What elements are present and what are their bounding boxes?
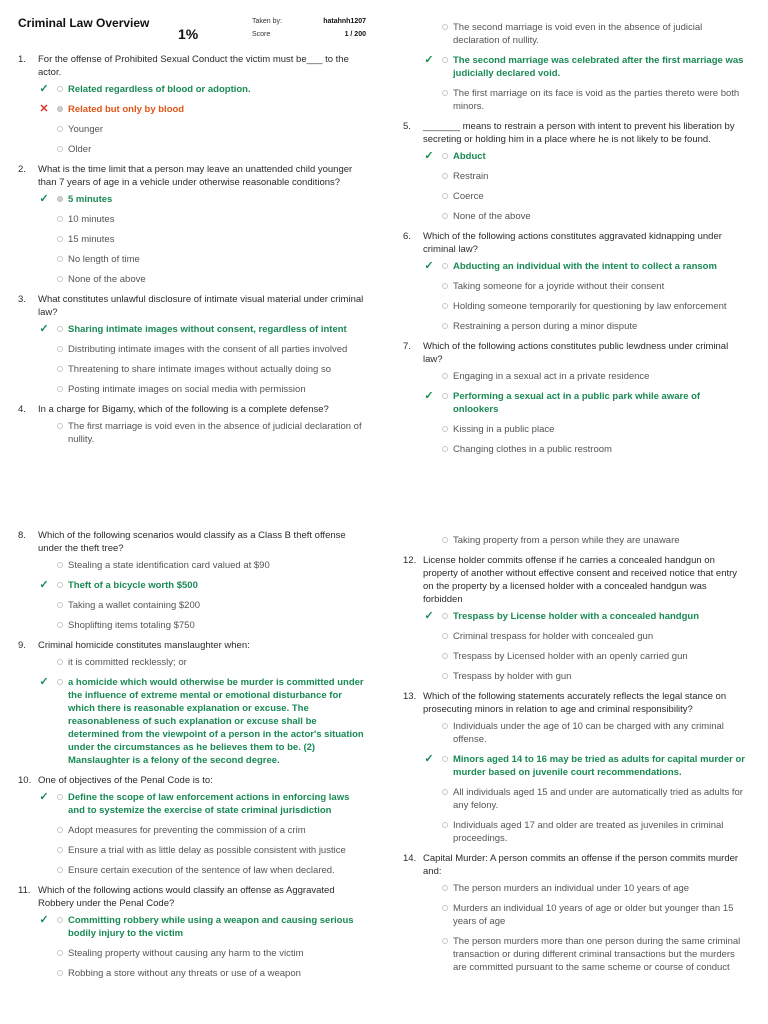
page-2-left-column xyxy=(18,529,368,987)
question-text: What constitutes unlawful disclosure of intimate visual material under criminal law? xyxy=(38,294,364,318)
answer-text: 15 minutes xyxy=(68,234,115,245)
radio-icon[interactable] xyxy=(57,679,63,685)
radio-icon[interactable] xyxy=(57,659,63,665)
answer-option[interactable] xyxy=(403,210,748,223)
answer-option[interactable] xyxy=(18,967,368,980)
answer-option[interactable] xyxy=(18,343,368,356)
answer-text: Define the scope of law enforcement actions in enforcing laws and to systemize the exercise of state criminal jurisdiction xyxy=(68,792,350,816)
answer-option[interactable] xyxy=(403,21,748,47)
answer-text: it is committed recklessly; or xyxy=(68,657,187,668)
question xyxy=(18,884,368,980)
answer-option[interactable] xyxy=(403,443,748,456)
answer-option[interactable] xyxy=(18,579,368,592)
question xyxy=(403,690,748,845)
question-text: Which of the following actions would classify an offense as Aggravated Robbery under the Penal Code? xyxy=(38,885,335,909)
radio-icon[interactable] xyxy=(442,673,448,679)
question xyxy=(403,534,748,547)
answer-text: Adopt measures for preventing the commission of a crim xyxy=(68,825,306,836)
answer-option[interactable] xyxy=(403,630,748,643)
radio-icon[interactable] xyxy=(442,938,448,944)
answer-option[interactable] xyxy=(403,819,748,845)
answer-options xyxy=(18,656,368,767)
answer-text: Abducting an individual with the intent to collect a ransom xyxy=(453,261,717,272)
answer-text: Posting intimate images on social media with permission xyxy=(68,384,306,395)
radio-icon[interactable] xyxy=(442,723,448,729)
check-icon: ✓ xyxy=(424,610,434,622)
question-text: For the offense of Prohibited Sexual Conduct the victim must be___ to the actor. xyxy=(38,54,349,78)
question-text: What is the time limit that a person may leave an unattended child younger than 7 years of age in a vehicle under otherwise reasonable conditions? xyxy=(38,164,353,188)
answer-options xyxy=(18,914,368,980)
answer-option[interactable] xyxy=(403,882,748,895)
answer-text: No length of time xyxy=(68,254,140,265)
answer-text: Restraining a person during a minor dispute xyxy=(453,321,638,332)
radio-icon[interactable] xyxy=(57,256,63,262)
radio-icon[interactable] xyxy=(442,653,448,659)
answer-text: All individuals aged 15 and under are automatically tried as adults for any felony. xyxy=(453,787,743,811)
question-text-row xyxy=(18,403,368,416)
question-text-row xyxy=(403,852,748,878)
answer-option[interactable] xyxy=(403,150,748,163)
answer-option[interactable] xyxy=(403,190,748,203)
radio-icon[interactable] xyxy=(57,602,63,608)
answer-option[interactable] xyxy=(18,676,368,767)
answer-option[interactable] xyxy=(18,103,368,116)
check-icon: ✓ xyxy=(424,390,434,402)
question xyxy=(403,230,748,333)
page-2 xyxy=(0,512,768,1024)
answer-text: Holding someone temporarily for questioning by law enforcement xyxy=(453,301,727,312)
radio-icon[interactable] xyxy=(57,970,63,976)
check-icon: ✓ xyxy=(39,579,49,591)
question xyxy=(403,340,748,456)
question xyxy=(18,529,368,632)
radio-icon[interactable] xyxy=(442,885,448,891)
answer-text: Shoplifting items totaling $750 xyxy=(68,620,195,631)
question-number: 11. xyxy=(18,885,31,896)
answer-text: Sharing intimate images without consent, regardless of intent xyxy=(68,324,347,335)
answer-option[interactable] xyxy=(18,363,368,376)
answer-text: Distributing intimate images with the consent of all parties involved xyxy=(68,344,348,355)
radio-icon[interactable] xyxy=(57,386,63,392)
radio-icon[interactable] xyxy=(442,756,448,762)
question-text: One of objectives of the Penal Code is to: xyxy=(38,775,213,786)
check-icon: ✓ xyxy=(424,260,434,272)
radio-icon[interactable] xyxy=(442,537,448,543)
answer-option[interactable] xyxy=(18,791,368,817)
answer-text: Trespass by holder with gun xyxy=(453,671,572,682)
answer-text: Trespass by Licensed holder with an openly carried gun xyxy=(453,651,688,662)
radio-icon[interactable] xyxy=(442,57,448,63)
answer-option[interactable] xyxy=(403,610,748,623)
answer-text: Related but only by blood xyxy=(68,104,185,115)
answer-option[interactable] xyxy=(18,947,368,960)
answer-text: Restrain xyxy=(453,171,489,182)
question-number: 1. xyxy=(18,54,26,65)
check-icon: ✓ xyxy=(39,914,49,926)
answer-text: Theft of a bicycle worth $500 xyxy=(68,580,198,591)
answer-text: Robbing a store without any threats or use of a weapon xyxy=(68,968,301,979)
answer-text: None of the above xyxy=(68,274,146,285)
answer-options xyxy=(18,83,368,156)
radio-icon[interactable] xyxy=(442,373,448,379)
question xyxy=(403,852,748,974)
radio-icon[interactable] xyxy=(57,346,63,352)
question-number: 8. xyxy=(18,530,26,541)
radio-icon[interactable] xyxy=(442,446,448,452)
check-icon: ✓ xyxy=(39,193,49,205)
question-number: 3. xyxy=(18,294,26,305)
answer-option[interactable] xyxy=(18,914,368,940)
answer-text: Individuals under the age of 10 can be charged with any criminal offense. xyxy=(453,721,724,745)
taken-by-value: hatahnh1207 xyxy=(323,18,366,25)
radio-icon[interactable] xyxy=(57,423,63,429)
answer-option[interactable] xyxy=(18,83,368,96)
radio-icon[interactable] xyxy=(442,426,448,432)
answer-option[interactable] xyxy=(403,260,748,273)
answer-text: Stealing a state identification card valued at $90 xyxy=(68,560,270,571)
question-text-row xyxy=(403,690,748,716)
answer-option[interactable] xyxy=(403,720,748,746)
answer-text: Performing a sexual act in a public park while aware of onlookers xyxy=(453,391,701,415)
radio-icon[interactable] xyxy=(442,393,448,399)
taken-by-row xyxy=(252,18,366,31)
question-text: Criminal homicide constitutes manslaughter when: xyxy=(38,640,250,651)
answer-text: 5 minutes xyxy=(68,194,113,205)
answer-text: Coerce xyxy=(453,191,484,202)
answer-text: Ensure certain execution of the sentence of law when declared. xyxy=(68,865,335,876)
answer-text: Murders an individual 10 years of age or older but younger than 15 years of age xyxy=(453,903,734,927)
question-text-row xyxy=(403,120,748,146)
radio-icon[interactable] xyxy=(442,153,448,159)
score-value: 1 / 200 xyxy=(344,31,366,38)
quiz-meta xyxy=(252,18,366,44)
answer-option[interactable] xyxy=(18,656,368,669)
radio-icon[interactable] xyxy=(57,847,63,853)
taken-by-label: Taken by: xyxy=(252,18,282,25)
radio-icon[interactable] xyxy=(442,323,448,329)
question-number: 6. xyxy=(403,231,411,242)
radio-icon[interactable] xyxy=(442,193,448,199)
answer-option[interactable] xyxy=(403,390,748,416)
radio-icon[interactable] xyxy=(442,263,448,269)
radio-icon[interactable] xyxy=(57,794,63,800)
check-icon: ✓ xyxy=(424,150,434,162)
answer-option[interactable] xyxy=(403,902,748,928)
answer-text: Taking a wallet containing $200 xyxy=(68,600,201,611)
question xyxy=(403,120,748,223)
question-text: _______ means to restrain a person with intent to prevent his liberation by secreting or holding him in a place where he is not likely to be found. xyxy=(423,121,735,145)
answer-option[interactable] xyxy=(18,273,368,286)
answer-option[interactable] xyxy=(18,864,368,877)
radio-icon[interactable] xyxy=(442,90,448,96)
answer-text: Engaging in a sexual act in a private residence xyxy=(453,371,650,382)
radio-icon[interactable] xyxy=(442,822,448,828)
answer-text: Individuals aged 17 and older are treated as juveniles in criminal proceedings. xyxy=(453,820,724,844)
answer-options xyxy=(403,882,748,974)
answer-text: a homicide which would otherwise be murder is committed under the influence of extreme mental or emotional disturbance for which there is reasonable explanation or excuse. The reasonableness of such explanation or excuse shall be determined from the viewpoint of a person in the actor's situation under the circumstances as he believes them to be. (2) Manslaughter is a felony of the second degree. xyxy=(68,677,364,766)
question xyxy=(18,403,368,446)
answer-option[interactable] xyxy=(403,534,748,547)
answer-text: Ensure a trial with as little delay as possible consistent with justice xyxy=(68,845,346,856)
answer-options xyxy=(403,534,748,547)
answer-options xyxy=(403,21,748,113)
radio-icon[interactable] xyxy=(57,827,63,833)
answer-option[interactable] xyxy=(18,193,368,206)
answer-text: Kissing in a public place xyxy=(453,424,555,435)
score-label: Score xyxy=(252,31,271,38)
answer-option[interactable] xyxy=(18,619,368,632)
answer-option[interactable] xyxy=(403,650,748,663)
page-1-left-column xyxy=(18,53,368,453)
question-text: Capital Murder: A person commits an offense if the person commits murder and: xyxy=(423,853,739,877)
radio-icon[interactable] xyxy=(57,276,63,282)
check-icon: ✓ xyxy=(39,676,49,688)
radio-icon[interactable] xyxy=(57,196,63,202)
question-number: 14. xyxy=(403,853,417,864)
question xyxy=(18,774,368,877)
answer-option[interactable] xyxy=(403,423,748,436)
radio-icon[interactable] xyxy=(442,283,448,289)
question-number: 2. xyxy=(18,164,26,175)
question-number: 5. xyxy=(403,121,411,132)
question-number: 7. xyxy=(403,341,411,352)
answer-options xyxy=(18,193,368,286)
answer-options xyxy=(18,420,368,446)
score-row xyxy=(252,31,366,44)
radio-icon[interactable] xyxy=(442,905,448,911)
radio-icon[interactable] xyxy=(57,917,63,923)
answer-option[interactable] xyxy=(403,280,748,293)
question-number: 13. xyxy=(403,691,417,702)
answer-option[interactable] xyxy=(403,670,748,683)
answer-text: Changing clothes in a public restroom xyxy=(453,444,612,455)
answer-text: Committing robbery while using a weapon and causing serious bodily injury to the victim xyxy=(68,915,354,939)
answer-option[interactable] xyxy=(403,935,748,974)
answer-text: The person murders an individual under 10 years of age xyxy=(453,883,690,894)
answer-text: Younger xyxy=(68,124,104,135)
answer-option[interactable] xyxy=(18,844,368,857)
radio-icon[interactable] xyxy=(442,789,448,795)
radio-icon[interactable] xyxy=(57,326,63,332)
question-number: 12. xyxy=(403,555,417,566)
answer-text: 10 minutes xyxy=(68,214,115,225)
answer-option[interactable] xyxy=(18,213,368,226)
answer-option[interactable] xyxy=(18,123,368,136)
check-icon: ✓ xyxy=(424,54,434,66)
question xyxy=(18,53,368,156)
answer-text: The second marriage was celebrated after the first marriage was judicially declared void. xyxy=(453,55,744,79)
question-text: License holder commits offense if he carries a concealed handgun on property of another without effective consent and received notice that entry on the property by a licensed holder with a concealed handgun was forbidden xyxy=(423,555,738,605)
answer-option[interactable] xyxy=(403,753,748,779)
question-text-row xyxy=(18,884,368,910)
question-text-row xyxy=(18,529,368,555)
radio-icon[interactable] xyxy=(57,86,63,92)
answer-options xyxy=(403,720,748,845)
answer-options xyxy=(18,323,368,396)
question-text: Which of the following actions constitutes aggravated kidnapping under criminal law? xyxy=(423,231,722,255)
answer-text: The second marriage is void even in the absence of judicial declaration of nullity. xyxy=(453,22,703,46)
answer-text: Related regardless of blood or adoption. xyxy=(68,84,251,95)
radio-icon[interactable] xyxy=(57,622,63,628)
radio-icon[interactable] xyxy=(57,216,63,222)
radio-icon[interactable] xyxy=(442,633,448,639)
radio-icon[interactable] xyxy=(57,562,63,568)
score-percent: 1% xyxy=(178,26,199,42)
answer-option[interactable] xyxy=(18,253,368,266)
question-text-row xyxy=(403,554,748,606)
answer-option[interactable] xyxy=(403,87,748,113)
question-text-row xyxy=(18,53,368,79)
question-text-row xyxy=(403,340,748,366)
answer-options xyxy=(18,791,368,877)
question-text: Which of the following scenarios would classify as a Class B theft offense under the theft tree? xyxy=(38,530,346,554)
question xyxy=(18,293,368,396)
answer-text: Taking someone for a joyride without their consent xyxy=(453,281,665,292)
answer-text: Stealing property without causing any harm to the victim xyxy=(68,948,304,959)
answer-text: The person murders more than one person during the same criminal transaction or during different criminal transactions but the murders are committed pursuant to the same scheme or course of conduct xyxy=(453,936,741,973)
check-icon: ✓ xyxy=(39,83,49,95)
radio-icon[interactable] xyxy=(442,303,448,309)
quiz-title: Criminal Law Overview xyxy=(18,16,150,30)
check-icon: ✓ xyxy=(39,791,49,803)
question xyxy=(18,163,368,286)
question-text-row xyxy=(18,639,368,652)
answer-option[interactable] xyxy=(403,320,748,333)
answer-text: Minors aged 14 to 16 may be tried as adults for capital murder or murder based on juvenile court recommendations. xyxy=(453,754,745,778)
page-2-right-column xyxy=(403,530,748,981)
answer-option[interactable] xyxy=(18,599,368,612)
radio-icon[interactable] xyxy=(57,126,63,132)
question-text-row xyxy=(18,163,368,189)
answer-option[interactable] xyxy=(403,170,748,183)
question xyxy=(403,21,748,113)
answer-text: Older xyxy=(68,144,92,155)
answer-text: Criminal trespass for holder with concealed gun xyxy=(453,631,654,642)
answer-text: Trespass by License holder with a concealed handgun xyxy=(453,611,700,622)
radio-icon[interactable] xyxy=(57,582,63,588)
answer-option[interactable] xyxy=(403,300,748,313)
answer-options xyxy=(18,559,368,632)
question-number: 4. xyxy=(18,404,26,415)
answer-text: Threatening to share intimate images without actually doing so xyxy=(68,364,331,375)
answer-option[interactable] xyxy=(18,323,368,336)
answer-text: None of the above xyxy=(453,211,531,222)
answer-text: The first marriage on its face is void as the parties thereto were both minors. xyxy=(453,88,740,112)
cross-icon: ✕ xyxy=(39,103,49,115)
question-text: Which of the following statements accurately reflects the legal stance on prosecuting minors in relation to age and criminal responsibility? xyxy=(423,691,727,715)
radio-icon[interactable] xyxy=(442,213,448,219)
question-text-row xyxy=(18,293,368,319)
question-text-row xyxy=(18,774,368,787)
answer-text: Taking property from a person while they are unaware xyxy=(453,535,680,546)
question-text: Which of the following actions constitutes public lewdness under criminal law? xyxy=(423,341,729,365)
answer-option[interactable] xyxy=(18,420,368,446)
answer-option[interactable] xyxy=(403,786,748,812)
answer-options xyxy=(403,370,748,456)
question-text: In a charge for Bigamy, which of the following is a complete defense? xyxy=(38,404,329,415)
radio-icon[interactable] xyxy=(57,146,63,152)
answer-options xyxy=(403,260,748,333)
radio-icon[interactable] xyxy=(57,236,63,242)
radio-icon[interactable] xyxy=(442,613,448,619)
answer-option[interactable] xyxy=(18,233,368,246)
check-icon: ✓ xyxy=(424,753,434,765)
answer-option[interactable] xyxy=(18,143,368,156)
radio-icon[interactable] xyxy=(57,106,63,112)
question xyxy=(18,639,368,767)
question-number: 9. xyxy=(18,640,26,651)
question xyxy=(403,554,748,683)
radio-icon[interactable] xyxy=(57,867,63,873)
radio-icon[interactable] xyxy=(442,173,448,179)
answer-option[interactable] xyxy=(18,559,368,572)
radio-icon[interactable] xyxy=(442,24,448,30)
answer-option[interactable] xyxy=(403,370,748,383)
answer-option[interactable] xyxy=(18,824,368,837)
question-number: 10. xyxy=(18,775,32,786)
answer-options xyxy=(403,150,748,223)
check-icon: ✓ xyxy=(39,323,49,335)
question-text-row xyxy=(403,230,748,256)
answer-text: Abduct xyxy=(453,151,486,162)
answer-text: The first marriage is void even in the absence of judicial declaration of nullity. xyxy=(68,421,362,445)
radio-icon[interactable] xyxy=(57,950,63,956)
radio-icon[interactable] xyxy=(57,366,63,372)
page-1-right-column xyxy=(403,17,748,463)
answer-options xyxy=(403,610,748,683)
answer-option[interactable] xyxy=(18,383,368,396)
answer-option[interactable] xyxy=(403,54,748,80)
